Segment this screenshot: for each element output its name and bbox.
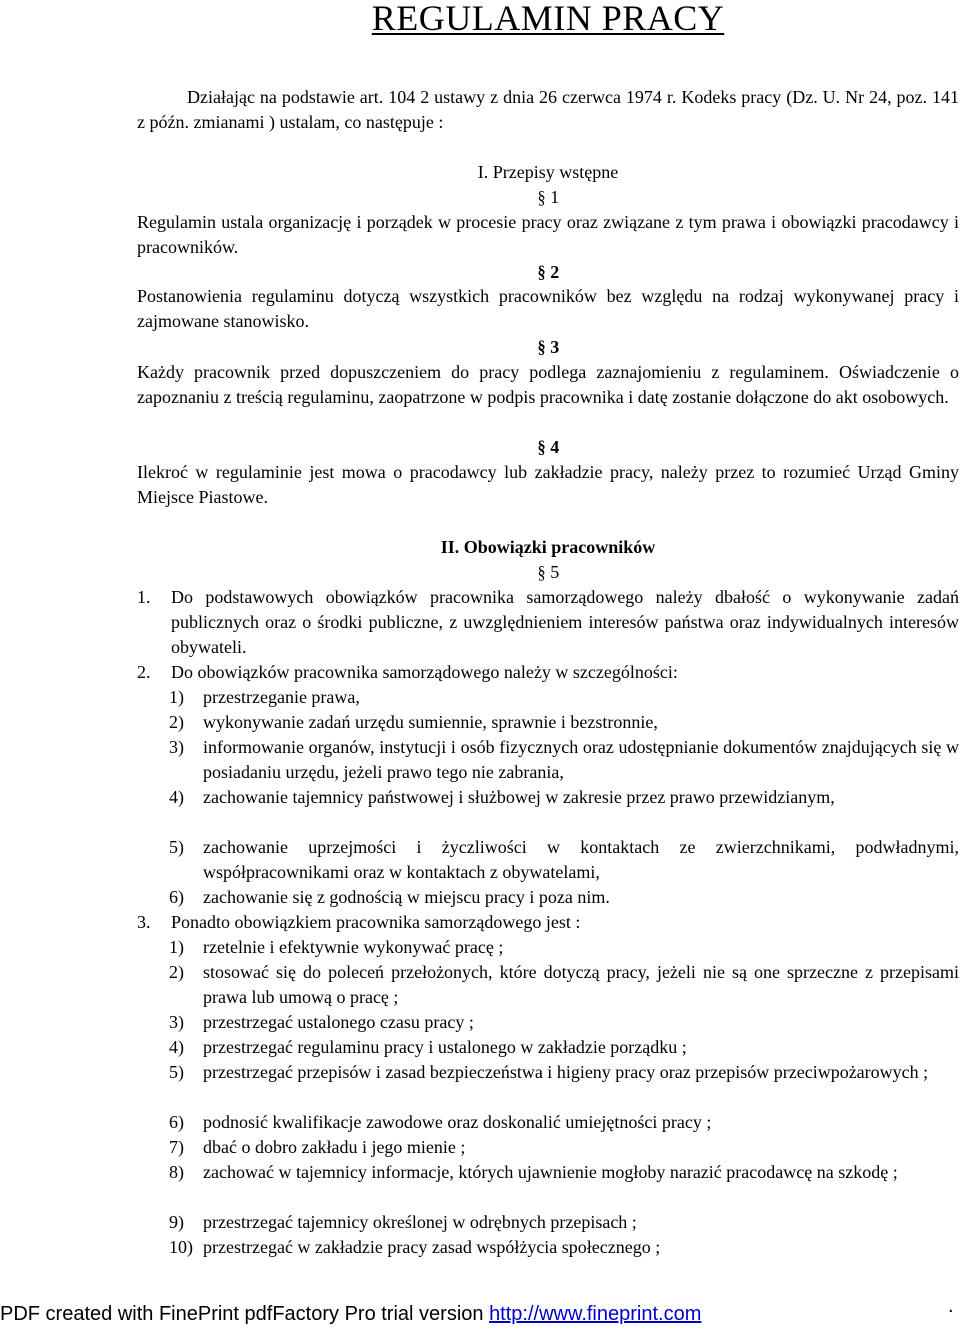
paragraph-1-text: Regulamin ustala organizację i porządek w procesie pracy oraz związane z tym prawa i obowiązki pracodawcy i pracowników. (137, 212, 959, 257)
footer-text: PDF created with FinePrint pdfFactory Pro trial version (0, 1303, 490, 1325)
list-item: 3) informowanie organów, instytucji i osób fizycznych oraz udostępnianie dokumentów znajdujących się w posiadaniu urzędu, jeżeli prawo tego nie zabrania, (169, 737, 959, 782)
list-item: 10) przestrzegać w zakładzie pracy zasad współżycia społecznego ; (169, 1237, 661, 1257)
list-item: 6) podnosić kwalifikacje zawodowe oraz doskonalić umiejętności pracy ; (169, 1112, 712, 1132)
paragraph-4-text: Ilekroć w regulaminie jest mowa o pracodawcy lub zakładzie pracy, należy przez to rozumieć Urząd Gminy Miejsce Piastowe. (137, 462, 959, 507)
list-item: 3. Ponadto obowiązkiem pracownika samorządowego jest : (137, 912, 581, 932)
intro-paragraph: Działając na podstawie art. 104 2 ustawy z dnia 26 czerwca 1974 r. Kodeks pracy (Dz. U. Nr 24, poz. 141 z późn. zmianami ) ustalam, co następuje : (137, 87, 959, 132)
paragraph-2-text: Postanowienia regulaminu dotyczą wszystkich pracowników bez względu na rodzaj wykonywanej pracy i zajmowane stanowisko. (137, 286, 959, 331)
list-item: 1. Do podstawowych obowiązków pracownika samorządowego należy dbałość o wykonywanie zadań publicznych oraz o środki publiczne, z uwzględnieniem interesów państwa oraz indywidualnych interesów obywateli. (137, 587, 959, 657)
section-2-heading: II. Obowiązki pracowników (440, 537, 656, 557)
paragraph-sign-5: § 5 (537, 562, 560, 582)
list-item: 1) rzetelnie i efektywnie wykonywać pracę ; (169, 937, 504, 957)
list-item: 2) stosować się do poleceń przełożonych, które dotyczą pracy, jeżeli nie są one sprzeczne z przepisami prawa lub umową o pracę ; (169, 962, 959, 1007)
list-item: 1) przestrzeganie prawa, (169, 687, 360, 707)
list-item: 6) zachowanie się z godnością w miejscu pracy i poza nim. (169, 887, 610, 907)
section-1-heading: I. Przepisy wstępne (477, 162, 619, 182)
list-item: 8) zachować w tajemnicy informacje, których ujawnienie mogłoby narazić pracodawcę na szkodę ; (169, 1162, 898, 1182)
footer-dot: . (948, 1295, 954, 1317)
pdf-footer (0, 1295, 960, 1327)
paragraph-sign-2: § 2 (537, 262, 560, 282)
list-item: 5) zachowanie uprzejmości i życzliwości w kontaktach ze zwierzchnikami, podwładnymi, współpracownikami oraz w kontaktach z obywatelami, (169, 837, 959, 882)
list-item: 2. Do obowiązków pracownika samorządowego należy w szczególności: (137, 662, 678, 682)
paragraph-sign-3: § 3 (537, 337, 560, 357)
list-item: 4) zachowanie tajemnicy państwowej i służbowej w zakresie przez prawo przewidzianym, (169, 787, 835, 807)
list-item: 7) dbać o dobro zakładu i jego mienie ; (169, 1137, 466, 1157)
document-title: REGULAMIN PRACY (371, 0, 725, 38)
list-item: 2) wykonywanie zadań urzędu sumiennie, sprawnie i bezstronnie, (169, 712, 658, 732)
list-item: 9) przestrzegać tajemnicy określonej w odrębnych przepisach ; (169, 1212, 637, 1232)
paragraph-3-text: Każdy pracownik przed dopuszczeniem do pracy podlega zaznajomieniu z regulaminem. Oświadczenie o zapoznaniu z treścią regulaminu, zaopatrzone w podpis pracownika i datę zostanie dołączone do akt osobowych. (137, 362, 959, 407)
list-item: 4) przestrzegać regulaminu pracy i ustalonego w zakładzie porządku ; (169, 1037, 687, 1057)
footer-link[interactable]: http://www.fineprint.com (489, 1303, 702, 1325)
paragraph-sign-4: § 4 (537, 437, 560, 457)
list-item: 3) przestrzegać ustalonego czasu pracy ; (169, 1012, 474, 1032)
paragraph-sign-1: § 1 (537, 187, 560, 207)
list-item: 5) przestrzegać przepisów i zasad bezpieczeństwa i higieny pracy oraz przepisów przeciwpożarowych ; (169, 1062, 929, 1082)
